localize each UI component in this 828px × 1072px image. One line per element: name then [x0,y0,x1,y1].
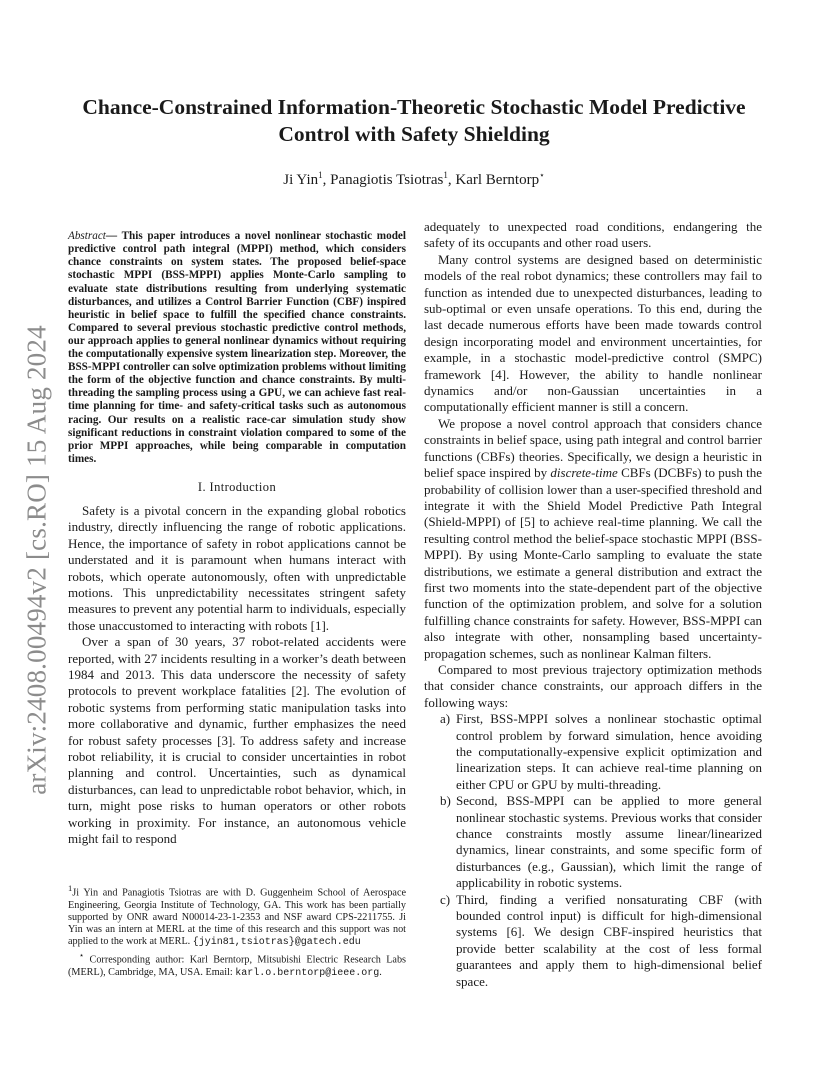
author-3: , Karl Berntorp [447,172,540,188]
intro-paragraph-2: Over a span of 30 years, 37 robot-related accidents were reported, with 27 incidents resulting in a worker’s death between 1984 and 2013. This data underscore the necessity of safety protocols to prevent workplace fatalities [2]. The evolution of robotic systems from performing static manipulation tasks into more collaborative and dynamic, further emphasizes the need for robust safety processes [3]. To address safety and increase robot reliability, it is crucial to consider uncertainties in robot planning and control. Uncertainties, such as dynamical disturbances, can lead to unpredictable robot behavior, which, in turn, might pose risks to human operators or other robots working in proximity. For instance, an autonomous vehicle might fail to respond [68,634,406,846]
abstract-label: Abstract [68,230,106,243]
arxiv-identifier-stamp: arXiv:2408.00494v2 [cs.RO] 15 Aug 2024 [21,325,52,795]
list-item-text: Third, finding a verified nonsaturating CBF (with bounded control input) is difficult for high-dimensional systems [6]. We design CBF-inspired heuristics that provide better scalability at the cost of less formal guarantees and apply them to high-dimensional belief space. [456,891,762,989]
author-2: , Panagiotis Tsiotras [322,172,444,188]
footnotes [68,882,406,980]
footnote-2-marker: ⋆ [78,950,85,961]
right-column [424,219,762,990]
footnote-1-marker: 1 [68,883,73,893]
paper-title: Chance-Constrained Information-Theoretic Stochastic Model Predictive Control with Safety Shielding [82,95,746,146]
intro-paragraph-4 [424,416,762,662]
list-item-text: First, BSS-MPPI solves a nonlinear stochastic optimal control problem by forward simulation, hence avoiding the computationally-expensive explicit optimization and linearization steps. It can achieve real-time planning on either CPU or GPU by multi-threading. [456,711,762,792]
footnote-1-text: Ji Yin and Panagiotis Tsiotras are with D. Guggenheim School of Aerospace Engineering, Georgia Institute of Technology, GA. This work has been partially supported by ONR award N00014-23-1-2353 and NSF award CPS-2211755. Ji Yin was an intern at MERL at the time of this research and this support was not applied to the work at MERL. [68,887,406,948]
paragraph-4-part-b: CBFs (DCBFs) to push the probability of collision lower than a user-specified threshold and integrate it with the Shield Model Predictive Path Integral (Shield-MPPI) of [5] to achieve real-time planning. We call the resulting control method the belief-space stochastic MPPI (BSS-MPPI). By using Monte-Carlo sampling to evaluate the state distributions, we estimate a general distribution and extract the first two moments into the state-dependent part of the objective function of the optimization problem, and solve for a solution fulfilling chance constraints for safety. However, BSS-MPPI can also integrate with other, nonsampling based uncertainty-propagation schemes, such as nonlinear Kalman filters. [424,465,762,661]
abstract [68,230,406,466]
footnote-2-text: Corresponding author: Karl Berntorp, Mitsubishi Electric Research Labs (MERL), Cambridge, MA, USA. Email: [68,954,407,978]
intro-paragraph-3: Many control systems are designed based on deterministic models of the real robot dynamics; these controllers may fail to function as intended due to unexpected disturbances, leading to sub-optimal or even unsafe operations. To this end, during the last decade numerous efforts have been made towards control design incorporating model and environment uncertainties, for example, in a stochastic model-predictive control (SMPC) framework [4]. However, the ability to handle nonlinear dynamics and/or non-Gaussian uncertainties in a computationally efficient manner is still a concern. [424,251,762,415]
footnote-corresponding [68,949,406,980]
footnote-1-email: {jyin81,tsiotras}@gatech.edu [192,937,361,949]
list-marker: c) [440,891,451,907]
author-2-affiliation: 1 [443,170,448,180]
author-1: Ji Yin [283,172,319,188]
list-item [424,793,762,891]
paragraph-4-emphasis: discrete-time [550,465,618,481]
author-3-affiliation: ⋆ [539,170,545,180]
author-1-affiliation: 1 [318,170,323,180]
footnote-2-email: karl.o.berntorp@ieee.org [235,968,380,979]
abstract-text: This paper introduces a novel nonlinear stochastic model predictive control path integral (MPPI) method, which considers chance constraints on system states. The proposed belief-space stochastic MPPI (BSS-MPPI) applies Monte-Carlo sampling to evaluate state distributions resulting from underlying systematic disturbances, and utilizes a Control Barrier Function (CBF) inspired heuristic in belief space to fulfill the specified chance constraints. Compared to several previous stochastic predictive control methods, our approach applies to general nonlinear dynamics without requiring the computationally expensive system linearization step. Moreover, the BSS-MPPI controller can solve optimization problems without limiting the form of the objective function and chance constraints. By multi-threading the sampling process using a GPU, we can achieve fast real-time planning for time- and safety-critical tasks such as autonomous racing. Our results on a realistic race-car simulation study show significant reductions in constraint violation compared to some of the prior MPPI approaches, while being comparable in computation times. [68,230,406,465]
left-column [68,219,406,847]
list-item [424,892,762,990]
section-heading-introduction: I. Introduction [197,479,277,494]
list-marker: b) [440,793,451,809]
abstract-dash: — [105,230,118,243]
contribution-list [424,711,762,990]
intro-paragraph-1: Safety is a pivotal concern in the expanding global robotics industry, directly influencing the range of robotic applications. Hence, the importance of safety in robot applications cannot be understated and it is paramount when humans interact with robots, which operate autonomously, often with unpredictable motions. This unpredictability necessitates stringent safety measures to prevent any potential harm to individuals, especially those unaccustomed to interacting with robots [1]. [68,502,406,633]
paragraph-4-part-a: We propose a novel control approach that considers chance constraints in belief space, using path integral and control barrier functions (CBFs) theories. Specifically, we design a heuristic in belief space inspired by [424,415,762,481]
author-line [60,170,768,189]
intro-paragraph-5: Compared to most previous trajectory optimization methods that consider chance constraints, our approach differs in the following ways: [424,661,762,710]
intro-paragraph-continued: adequately to unexpected road conditions, endangering the safety of its occupants and other road users. [424,219,762,251]
footnote-affiliation [68,882,406,949]
list-item-text: Second, BSS-MPPI can be applied to more general nonlinear stochastic systems. Previous works that consider chance constraints mostly assume linear/linearized dynamics, linear constraints, and some specific form of disturbances (e.g., Gaussian), which limit the range of applicability in robotic systems. [456,793,762,891]
list-item [424,711,762,793]
list-marker: a) [440,711,451,727]
footnote-2-end: . [379,967,382,978]
